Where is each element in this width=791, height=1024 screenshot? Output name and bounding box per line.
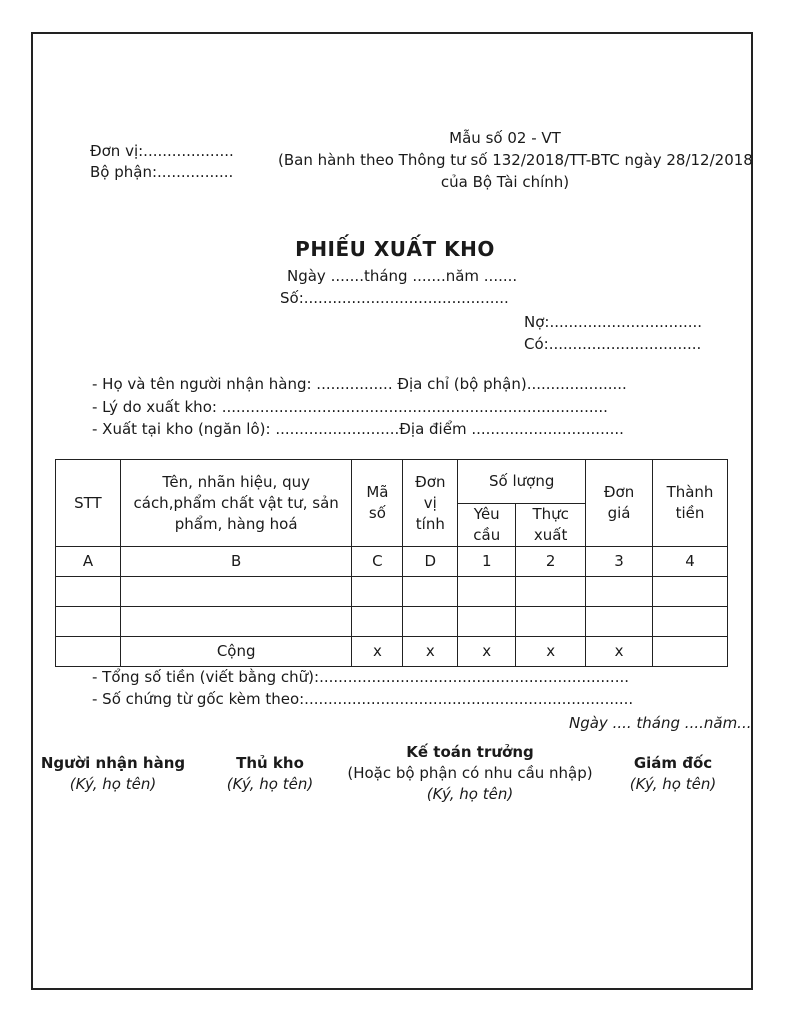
form-number: Mẫu số 02 - VT [449,129,561,147]
table-row [56,577,728,607]
header-unit: Đơn vị tính [403,460,458,547]
signature-director [598,753,748,795]
signature-chief-accountant [335,742,605,805]
signature-receiver-sub: (Ký, họ tên) [69,775,157,793]
receiver-line: - Họ và tên người nhận hàng: ................ Địa chỉ (bộ phận)..................... [92,375,627,393]
ministry-note: của Bộ Tài chính) [440,173,570,191]
header-requested: Yêu cầu [458,504,516,547]
number-line: Số:........................................... [280,289,509,307]
header-stt: STT [56,460,121,547]
total-cell: x [403,637,458,667]
total-row [56,637,728,667]
total-label: Cộng [120,637,352,667]
signature-receiver-title: Người nhận hàng [40,754,186,772]
signature-receiver [38,753,188,795]
items-table [55,459,728,667]
warehouse-line: - Xuất tại kho (ngăn lô): ..........................Địa điểm ................................ [92,420,624,438]
footer-date: Ngày .... tháng ....năm... [569,714,752,732]
total-cell: x [516,637,586,667]
signature-storekeeper [195,753,345,795]
header-amount: Thành tiền [653,460,728,547]
code-cell: D [403,547,458,577]
code-cell: 3 [586,547,653,577]
total-cell [56,637,121,667]
signature-director-sub: (Ký, họ tên) [629,775,717,793]
header-quantity: Số lượng [458,460,586,504]
code-cell: 1 [458,547,516,577]
code-row [56,547,728,577]
reason-line: - Lý do xuất kho: ................................................................................. [92,398,608,416]
bo-phan-label: Bộ phận:................ [90,163,234,181]
header-unit-price: Đơn giá [586,460,653,547]
attached-docs-line: - Số chứng từ gốc kèm theo:..................................................................... [92,690,634,708]
code-cell: C [352,547,403,577]
header-actual: Thực xuất [516,504,586,547]
debit-line: Nợ:................................ [524,313,703,331]
total-cell: x [586,637,653,667]
signature-accountant-sub: (Ký, họ tên) [426,785,514,803]
code-cell: A [56,547,121,577]
credit-line: Có:................................ [524,335,702,353]
page-title: PHIẾU XUẤT KHO [295,237,495,261]
total-cell: x [352,637,403,667]
date-line: Ngày .......tháng .......năm ....... [287,267,518,285]
signature-accountant-note: (Hoặc bộ phận có nhu cầu nhập) [347,764,593,782]
don-vi-label: Đơn vị:................... [90,142,234,160]
signature-director-title: Giám đốc [633,754,713,772]
signature-storekeeper-sub: (Ký, họ tên) [226,775,314,793]
total-cell: x [458,637,516,667]
code-cell: 2 [516,547,586,577]
total-cell [653,637,728,667]
issuance-note: (Ban hành theo Thông tư số 132/2018/TT-BTC ngày 28/12/2018 [278,151,753,169]
total-words-line: - Tổng số tiền (viết bằng chữ):................................................................. [92,668,630,686]
table-row [56,607,728,637]
code-cell: 4 [653,547,728,577]
header-code: Mã số [352,460,403,547]
signature-storekeeper-title: Thủ kho [236,754,304,772]
signature-accountant-title: Kế toán trưởng [406,743,534,761]
code-cell: B [120,547,352,577]
header-name: Tên, nhãn hiệu, quy cách,phẩm chất vật tư, sản phẩm, hàng hoá [120,460,352,547]
